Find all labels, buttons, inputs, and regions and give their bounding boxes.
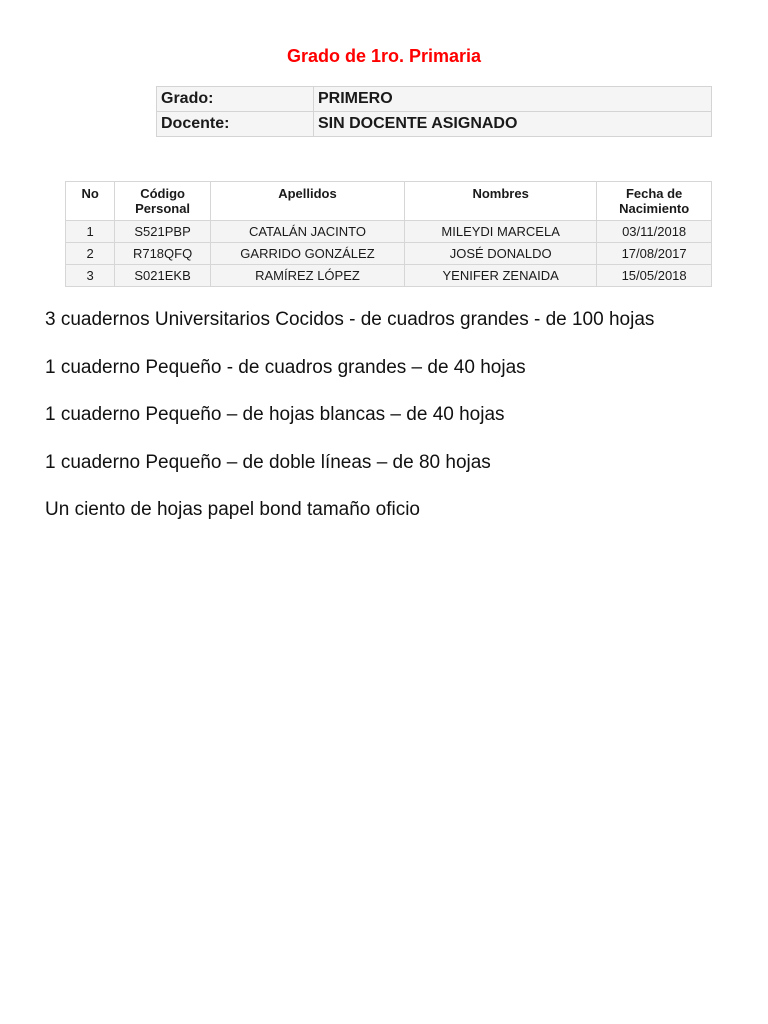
table-row [66,265,712,287]
cell-no: 3 [66,265,115,287]
supply-item: Un ciento de hojas papel bond tamaño oficio [45,499,420,520]
table-header-row [66,182,712,221]
cell-fecha: 17/08/2017 [597,243,712,265]
supply-item: 1 cuaderno Pequeño – de hojas blancas – de 40 hojas [45,404,505,425]
table-row [66,221,712,243]
grade-label: Grado: [157,87,314,112]
teacher-value: SIN DOCENTE ASIGNADO [314,112,712,137]
header-fecha: Fecha de Nacimiento [597,182,712,221]
supply-item: 1 cuaderno Pequeño - de cuadros grandes – de 40 hojas [45,356,526,378]
teacher-label: Docente: [157,112,314,137]
grade-info-table [156,86,712,137]
cell-no: 2 [66,243,115,265]
grade-row [157,87,712,112]
cell-apellidos: RAMÍREZ LÓPEZ [210,265,404,287]
cell-nombres: YENIFER ZENAIDA [405,265,597,287]
page-title: Grado de 1ro. Primaria [286,46,482,66]
cell-apellidos: GARRIDO GONZÁLEZ [210,243,404,265]
supply-item: 1 cuaderno Pequeño – de doble líneas – de 80 hojas [45,451,491,473]
header-apellidos: Apellidos [210,182,404,221]
supply-item: 3 cuadernos Universitarios Cocidos - de cuadros grandes - de 100 hojas [45,309,655,330]
cell-nombres: MILEYDI MARCELA [405,221,597,243]
cell-apellidos: CATALÁN JACINTO [210,221,404,243]
header-nombres: Nombres [405,182,597,221]
table-row [66,243,712,265]
cell-nombres: JOSÉ DONALDO [405,243,597,265]
cell-fecha: 03/11/2018 [597,221,712,243]
grade-value: PRIMERO [314,87,712,112]
cell-codigo: S521PBP [115,221,211,243]
teacher-row [157,112,712,137]
cell-fecha: 15/05/2018 [597,265,712,287]
header-codigo: Código Personal [115,182,211,221]
cell-codigo: S021EKB [115,265,211,287]
supplies-list [45,306,745,544]
cell-no: 1 [66,221,115,243]
students-table [65,181,712,287]
cell-codigo: R718QFQ [115,243,211,265]
header-no: No [66,182,115,221]
